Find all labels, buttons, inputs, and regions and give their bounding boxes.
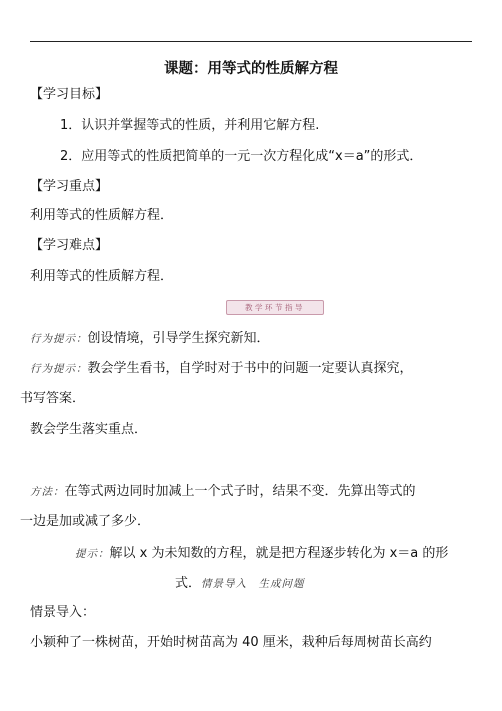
guidance-paragraph-2-line-2: 书写答案． bbox=[20, 391, 86, 406]
focus-heading: 【学习重点】 bbox=[30, 179, 109, 194]
guidance-paragraph-2-line-1 bbox=[30, 360, 472, 378]
hint-label: 行为提示： bbox=[30, 333, 88, 345]
method-text: 在等式两边同时加减上一个式子时，结果不变．先算出等式的 bbox=[64, 484, 416, 499]
objective-item-1: 1．认识并掌握等式的性质，并利用它解方程. bbox=[60, 118, 320, 133]
hint-text: 教会学生看书，自学时对于书中的问题一定要认真探究， bbox=[87, 361, 413, 376]
tip-line-1 bbox=[75, 545, 502, 563]
objectives-heading: 【学习目标】 bbox=[30, 87, 109, 102]
hint-text: 创设情境，引导学生探究新知． bbox=[87, 331, 270, 346]
tip-text: 解以 x 为未知数的方程，就是把方程逐步转化为 x＝a 的形 bbox=[109, 546, 449, 561]
method-line-2: 一边是加或减了多少． bbox=[20, 514, 151, 529]
section-subheading: 情景导入 生成问题 bbox=[201, 578, 305, 590]
tip-text-end: 式． bbox=[175, 576, 202, 591]
guidance-paragraph-3: 教会学生落实重点． bbox=[30, 422, 148, 437]
header-rule bbox=[30, 41, 472, 42]
scenario-heading: 情景导入： bbox=[30, 605, 96, 620]
objective-item-2: 2．应用等式的性质把简单的一元一次方程化成“x＝a”的形式． bbox=[60, 149, 423, 164]
guidance-paragraph-1 bbox=[30, 330, 472, 348]
focus-text: 利用等式的性质解方程． bbox=[30, 208, 174, 223]
hint-label: 行为提示： bbox=[30, 363, 88, 375]
scenario-text: 小颖种了一株树苗，开始时树苗高为 40 厘米，栽种后每周树苗长高约 bbox=[30, 635, 432, 650]
tip-line-2 bbox=[175, 575, 502, 593]
method-line-1 bbox=[30, 483, 472, 501]
tip-label: 提示： bbox=[75, 548, 110, 560]
method-label: 方法： bbox=[30, 486, 65, 498]
difficulty-text: 利用等式的性质解方程． bbox=[30, 269, 174, 284]
page-title: 课题：用等式的性质解方程 bbox=[164, 61, 338, 77]
difficulty-heading: 【学习难点】 bbox=[30, 238, 109, 253]
section-banner: 教学环节指导 bbox=[226, 300, 324, 315]
